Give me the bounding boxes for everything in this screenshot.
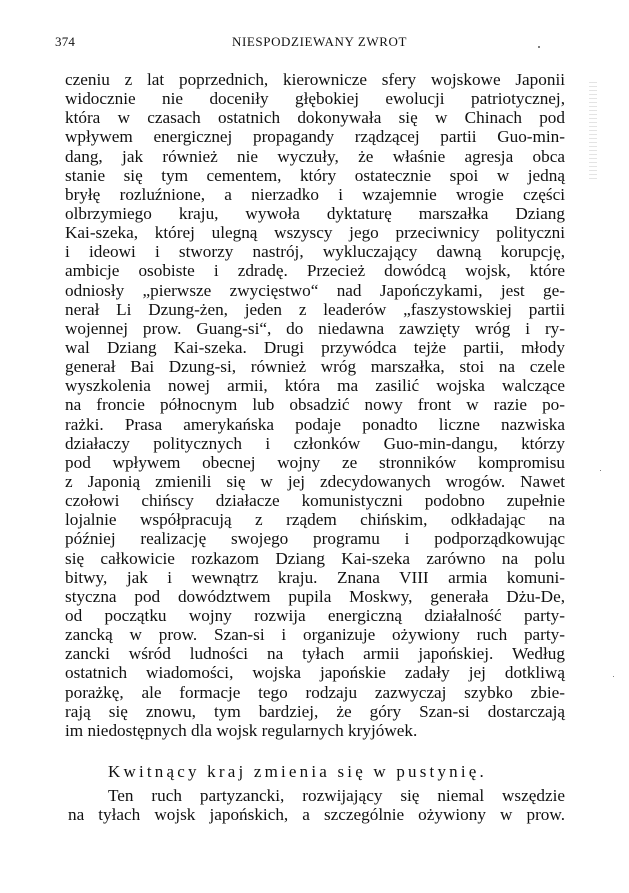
text-line: później realizację swojego programu i podporządkowując <box>65 529 565 549</box>
scan-speckle <box>589 82 597 182</box>
text-line: od początku wojny rozwija energiczną działalność party- <box>65 605 565 625</box>
text-line: działaczy politycznych i członków Guo-min-dangu, którzy <box>65 433 565 453</box>
text-line: wyszkolenia nowej armii, która ma zasilić wojska walczące <box>65 376 565 396</box>
text-line: rają się znowu, tym bardziej, że góry Szan-si dostarczają <box>65 701 565 721</box>
text-line: dang, jak również nie wyczuły, że właśnie agresja obca <box>65 146 565 166</box>
text-line: zancki wśród ludności na tyłach armii japońskiej. Według <box>65 644 565 664</box>
text-line: wpływem energicznej propagandy rządzącej partii Guo-min- <box>65 127 565 147</box>
text-line: porażkę, ale formacje tego rodzaju zazwyczaj szybko zbie- <box>65 682 565 702</box>
text-line: ostatnich wiadomości, wojska japońskie zadały jej dotkliwą <box>65 663 565 683</box>
text-line: generał Bai Dzung-si, również wróg marszałka, stoi na czele <box>65 357 565 377</box>
text-line: która w czasach ostatnich dokonywała się w Chinach pod <box>65 108 565 128</box>
text-line: zancką w prow. Szan-si i organizuje ożywiony ruch party- <box>65 625 565 645</box>
text-line: się całkowicie rozkazom Dziang Kai-szeka zarówno na polu <box>65 548 565 568</box>
text-line: olbrzymiego kraju, wywoła dyktaturę marszałka Dziang <box>65 203 565 223</box>
body-paragraph <box>65 70 565 740</box>
text-line: i ideowi i stworzy nastrój, wykluczający dawną korupcję, <box>65 242 565 262</box>
running-title: NIESPODZIEWANY ZWROT <box>231 34 408 49</box>
text-line: wal Dziang Kai-szeka. Drugi przywódca tejże partii, młody <box>65 337 565 357</box>
scan-dot <box>538 46 540 48</box>
scan-dot <box>613 676 614 677</box>
page-number: 374 <box>55 34 76 49</box>
section-paragraph <box>68 786 565 824</box>
text-line: na tyłach wojsk japońskich, a szczególnie ożywiony w prow. <box>68 805 565 825</box>
text-line: Kai-szeka, której ulegną wszyscy jego przeciwnicy polityczni <box>65 223 565 243</box>
text-line: rażki. Prasa amerykańska podaje ponadto liczne nazwiska <box>65 414 565 434</box>
text-line: im niedostępnych dla wojsk regularnych kryjówek. <box>65 720 418 740</box>
text-line: Ten ruch partyzancki, rozwijający się niemal wszędzie <box>108 786 565 805</box>
text-line: z Japonią zmienili się w jej zdecydowanych wrogów. Nawet <box>65 471 565 491</box>
text-line: bitwy, jak i wewnątrz kraju. Znana VIII armia komuni- <box>65 567 565 587</box>
text-line: pod wpływem obecnej wojny ze stronników kompromisu <box>65 452 565 472</box>
text-line: odniosły „pierwsze zwycięstwo“ nad Japończykami, jest ge- <box>65 280 565 300</box>
text-line: styczna pod dowództwem pupila Moskwy, generała Dżu-De, <box>65 586 565 606</box>
text-line: stanie się tym cementem, który ostatecznie spoi w jedną <box>65 165 565 185</box>
text-line: wojennej prow. Guang-si“, do niedawna zawzięty wróg i ry- <box>65 318 565 338</box>
text-line: bryłę rozluźnione, a nierzadko i wzajemnie wrogie części <box>65 184 565 204</box>
text-line: na froncie północnym lub obsadzić nowy front w razie po- <box>65 395 565 415</box>
text-line: nerał Li Dzung-żen, jeden z leaderów „faszystowskiej partii <box>65 299 565 319</box>
scan-dot <box>600 470 601 471</box>
text-line: widocznie nie doceniły głębokiej ewolucji patriotycznej, <box>65 89 565 109</box>
text-line: ambicje osobiste i zdradę. Przecież dowódcą wojsk, które <box>65 261 565 281</box>
text-line: czeniu z lat poprzednich, kierownicze sfery wojskowe Japonii <box>65 70 565 89</box>
section-heading: Kwitnący kraj zmienia się w pustynię. <box>108 762 487 781</box>
text-line: lojalnie współpracują z rządem chińskim, odkładając na <box>65 510 565 530</box>
text-line: czołowi chińscy działacze komunistyczni podobno zupełnie <box>65 491 565 511</box>
